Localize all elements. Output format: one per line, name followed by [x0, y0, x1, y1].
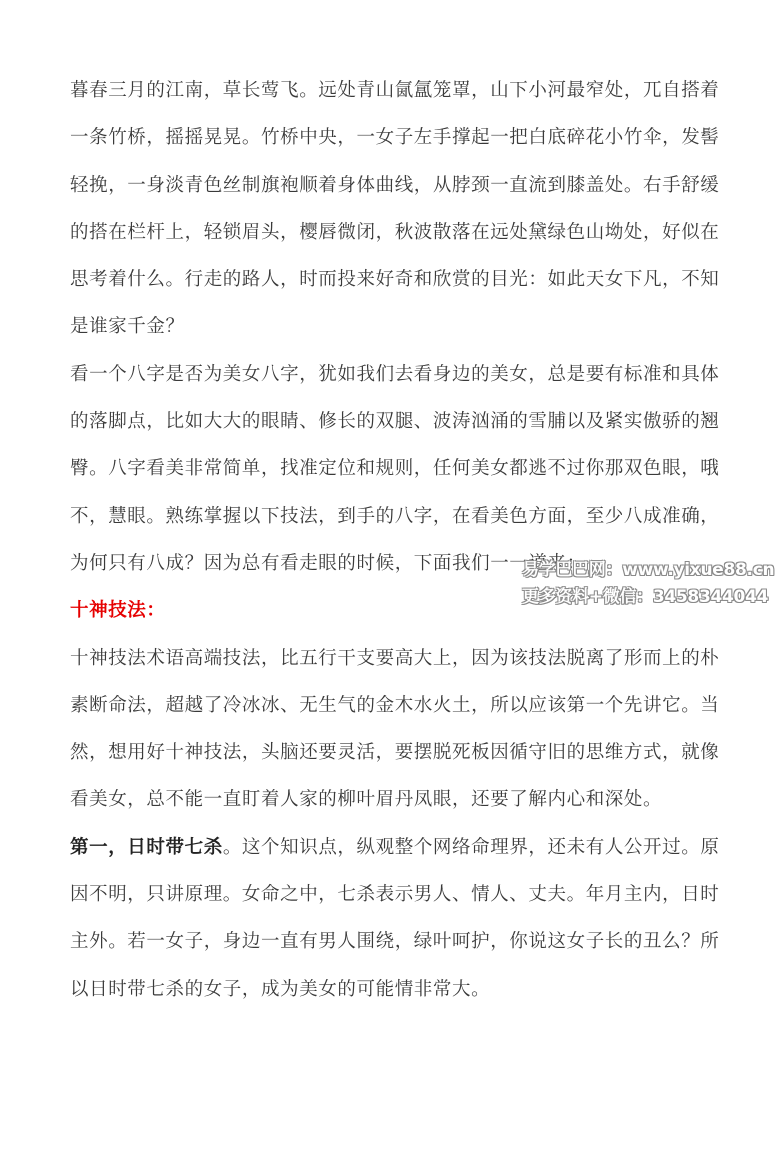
watermark — [522, 557, 774, 611]
watermark-contact: 更多资料+微信：3458344044 — [522, 587, 769, 607]
first-point-paragraph — [70, 824, 730, 1013]
ten-gods-paragraph: 十神技法术语高端技法，比五行干支要高大上，因为该技法脱离了形而上的朴素断命法，超越了冷冰冰、无生气的金木水火土，所以应该第一个先讲它。当然，想用好十神技法，头脑还要灵活，要摆脱死板因循守旧的思维方式，就像看美女，总不能一直盯着人家的柳叶眉丹凤眼，还要了解内心和深处。 — [70, 647, 720, 811]
section-heading: 十神技法： — [70, 600, 166, 622]
article-body — [70, 67, 730, 1013]
intro-paragraph: 暮春三月的江南，草长莺飞。远处青山氤氲笼罩，山下小河最窄处，兀自搭着一条竹桥，摇摇晃晃。竹桥中央，一女子左手撑起一把白底碎花小竹伞，发髻轻挽，一身淡青色丝制旗袍顺着身体曲线，从脖颈一直流到膝盖处。右手舒缓的搭在栏杆上，轻锁眉头，樱唇微闭，秋波散落在远处黛绿色山坳处，好似在思考着什么。行走的路人，时而投来好奇和欣赏的目光：如此天女下凡，不知是谁家千金？ — [70, 80, 720, 338]
standard-paragraph: 看一个八字是否为美女八字，犹如我们去看身边的美女，总是要有标准和具体的落脚点，比如大大的眼睛、修长的双腿、波涛汹涌的雪脯以及紧实傲骄的翘臀。八字看美非常简单，找准定位和规则，任何美女都逃不过你那双色眼，哦不，慧眼。熟练掌握以下技法，到手的八字，在看美色方面，至少八成准确，为何只有八成？因为总有看走眼的时候，下面我们一一道来： — [70, 363, 720, 574]
first-point-lead: 第一，日时带七杀 — [70, 836, 223, 858]
first-point-text: 。这个知识点，纵观整个网络命理界，还未有人公开过。原因不明，只讲原理。女命之中，七杀表示男人、情人、丈夫。年月主内，日时主外。若一女子，身边一直有男人围绕，绿叶呵护，你说这女子长的丑么？所以日时带七杀的女子，成为美女的可能情非常大。 — [70, 836, 720, 1000]
watermark-site: 易学巴巴网：www.yixue88.cn — [522, 560, 775, 580]
